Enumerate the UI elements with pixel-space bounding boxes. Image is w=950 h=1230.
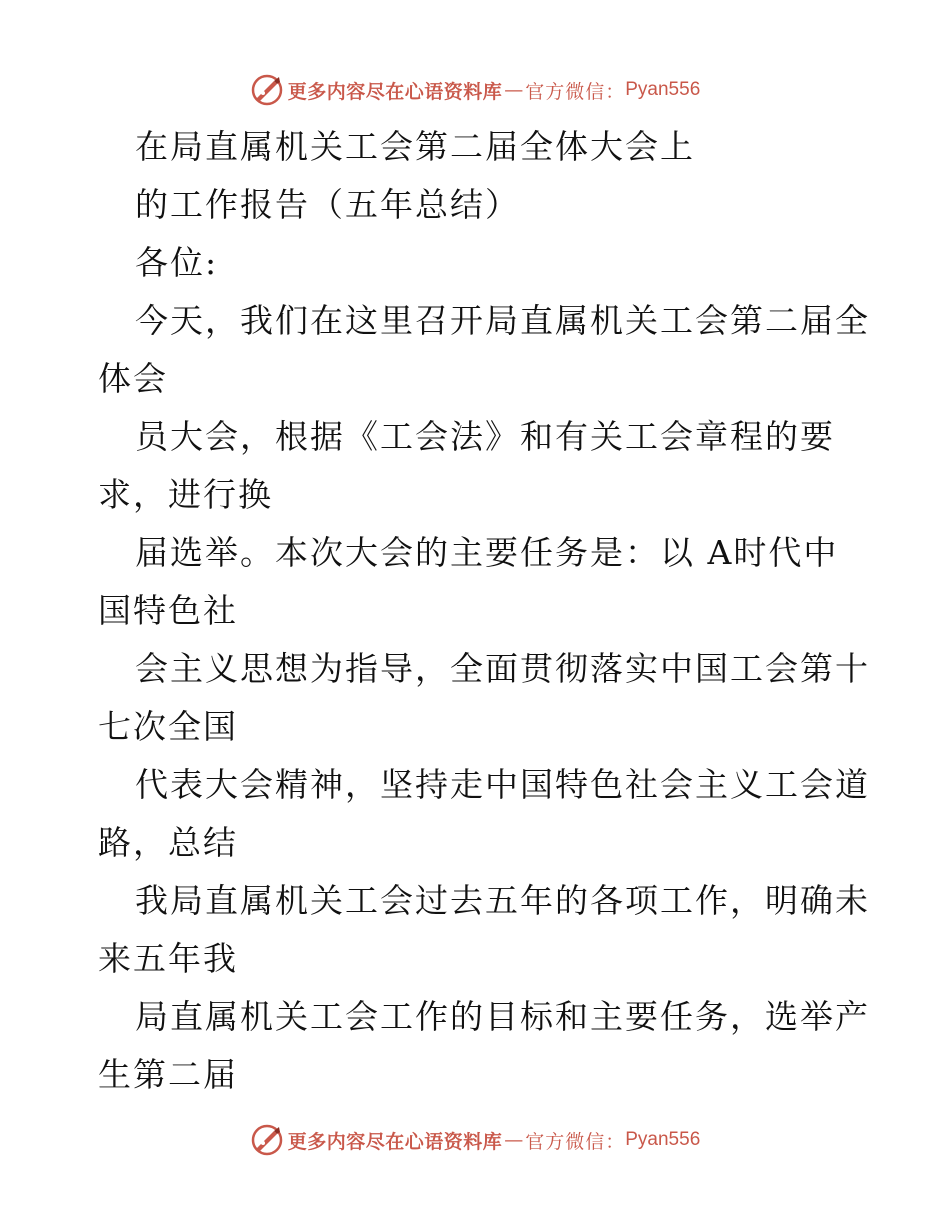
watermark-brand-text: 更多内容尽在心语资料库	[287, 80, 503, 103]
body-line: 局直属机关工会工作的目标和主要任务，选举产	[135, 997, 870, 1036]
body-line: 代表大会精神，坚持走中国特色社会主义工会道	[135, 765, 870, 804]
body-line: 会主义思想为指导，全面贯彻落实中国工会第十	[135, 649, 870, 688]
title-line-1: 在局直属机关工会第二届全体大会上	[135, 127, 695, 166]
watermark-wechat-label: 官方微信：	[525, 80, 626, 103]
pen-logo-icon	[250, 73, 284, 107]
watermark-wechat-id: Pyan556	[625, 79, 701, 100]
watermark-wechat-label: 官方微信：	[525, 1130, 626, 1153]
body-line: 国特色社	[98, 591, 238, 630]
watermark-banner-top	[0, 70, 950, 110]
body-line: 生第二届	[98, 1055, 238, 1094]
salutation: 各位:	[135, 243, 219, 282]
pen-logo-icon	[250, 1123, 284, 1157]
body-line: 路，总结	[98, 823, 238, 862]
watermark-dash: —	[504, 79, 524, 101]
body-line: 七次全国	[98, 707, 238, 746]
document-body	[98, 118, 870, 1104]
body-line: 今天，我们在这里召开局直属机关工会第二届全	[135, 301, 870, 340]
watermark-wechat-id: Pyan556	[625, 1129, 701, 1150]
body-line: 求，进行换	[98, 475, 273, 514]
watermark-brand-text: 更多内容尽在心语资料库	[287, 1130, 503, 1153]
title-line-2: 的工作报告（五年总结）	[135, 185, 520, 224]
body-line: 我局直属机关工会过去五年的各项工作，明确未	[135, 881, 870, 920]
body-line: 来五年我	[98, 939, 238, 978]
body-line: 届选举。本次大会的主要任务是：以 A时代中	[135, 533, 839, 572]
watermark-banner-bottom	[0, 1120, 950, 1160]
body-line: 员大会，根据《工会法》和有关工会章程的要	[135, 417, 835, 456]
watermark-dash: —	[504, 1129, 524, 1151]
body-line: 体会	[98, 359, 168, 398]
